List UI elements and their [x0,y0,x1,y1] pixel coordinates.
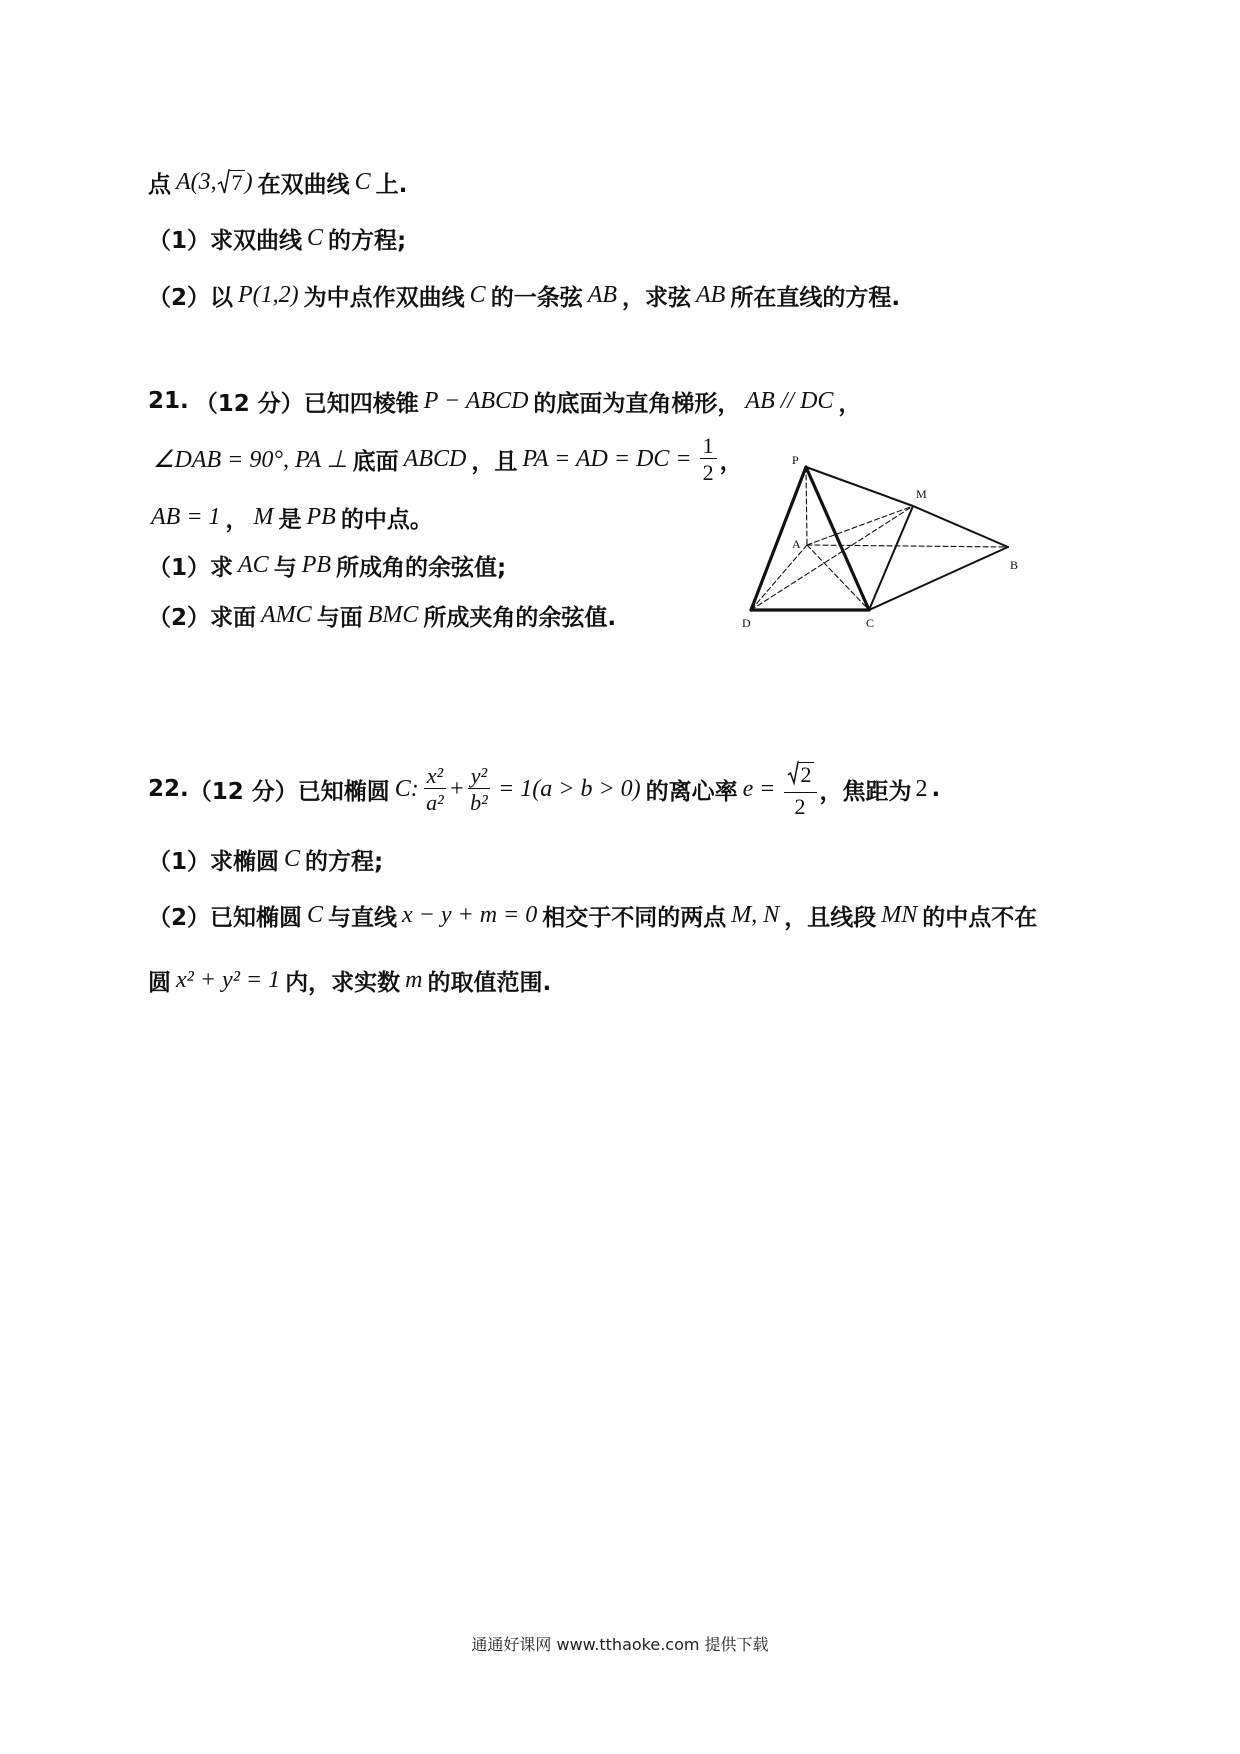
q20-point-a-open: A(3, [176,168,217,195]
q20-part1-text-b: 的方程; [328,227,407,254]
q22-part2-text-e: 的中点不在 [922,904,1038,931]
label-p: P [792,453,799,467]
q20-part2-text-b: 为中点作双曲线 [303,284,465,311]
q21-part2-amc: AMC [261,601,312,628]
q21-fraction-denominator: 2 [702,460,714,485]
hidden-edges [751,467,1008,610]
q21-line3-comma: ， [225,506,249,533]
q21-part1 [148,545,506,585]
q22-circle-equation: x² + y² = 1 [176,966,281,993]
q21-fraction-one-half [700,434,717,484]
q20-part2-chord-ab-2: AB [696,281,726,308]
q22-ellipse-name: C: [394,775,419,802]
q20-text-end: 上. [375,171,408,198]
q22-part1-text-b: 的方程; [305,848,384,875]
q22-fraction3-numerator [784,760,817,792]
q22-line1-text-a: （12 分）已知椭圆 [188,778,390,805]
q21-number: 21. [148,388,189,414]
q20-radicand: 7 [231,170,243,195]
q22-points-mn: M, N [731,901,780,928]
q22-plus-sign: + [450,775,464,802]
q20-part1-text-a: （1）求双曲线 [148,227,303,254]
q22-line1-period: . [931,776,941,802]
edge-ab [807,545,1008,547]
q21-line1-text-b: 的底面为直角梯形， [533,390,741,417]
q22-number: 22. [148,776,189,802]
q20-text-on-hyperbola: 在双曲线 [257,171,350,198]
q21-part1-ac: AC [238,551,269,578]
q22-segment-mn: MN [881,901,918,928]
q20-part2-text-d: ，求弦 [622,284,692,311]
q21-part1-text-a: （1）求 [148,554,234,581]
q21-part1-pb: PB [301,551,332,578]
q21-part2 [148,595,616,635]
q21-length-equality: PA = AD = DC = [522,445,692,472]
q22-radicand: 2 [800,762,812,788]
q22-line3-text-b: 内，求实数 [285,969,401,996]
q21-segment-pb: PB [306,503,336,530]
edge-cb [869,547,1008,610]
edge-pa [806,467,807,545]
edge-ad [751,545,807,610]
q22-fraction3-denominator: 2 [794,793,806,819]
q21-line2 [148,426,743,492]
q22-part1-text-a: （1）求椭圆 [148,848,280,875]
q22-part2-text-b: 与直线 [328,904,398,931]
q22-fraction2-denominator: b² [470,790,488,815]
q21-part2-text-c: 所成夹角的余弦值. [423,604,617,631]
q22-line1-text-b: 的离心率 [645,778,738,805]
q22-part2-symbol-c: C [307,901,324,928]
q21-part1-text-b: 与 [273,554,297,581]
label-a: A [792,537,801,551]
q20-condition-line [148,162,407,202]
segment-ac [807,545,869,610]
q21-line1-comma: ， [838,390,862,417]
q20-part2-symbol-c: C [469,281,486,308]
pyramid-figure [730,445,1030,635]
q21-fraction-numerator: 1 [700,434,717,459]
radical-sign-icon [787,760,799,786]
q21-parallel-relation: AB // DC [745,387,834,414]
q21-line2-text-b: ，且 [471,448,518,475]
q22-fraction-y2-b2 [468,764,490,814]
q21-line3-text-b: 的中点。 [340,506,433,533]
q20-symbol-c: C [354,168,371,195]
q21-line2-comma: ， [719,448,743,475]
page-footer: 通通好课网 www.tthaoke.com 提供下载 [471,1635,769,1654]
q20-point-a-close: ) [244,168,253,195]
label-b: B [1010,558,1019,572]
q21-line1-text-a: （12 分）已知四棱锥 [194,390,419,417]
label-d: D [742,616,751,630]
q22-fraction-x2-a2 [424,764,446,814]
edge-mb [913,506,1008,547]
visible-edges [751,467,1008,610]
q22-part1 [148,839,383,879]
segment-am [807,506,913,545]
q21-pyramid-name: P − ABCD [423,387,529,414]
q21-point-m: M [253,503,274,530]
q20-part2 [148,275,900,315]
q21-part1-text-c: 所成角的余弦值; [336,554,507,581]
q21-part2-bmc: BMC [367,601,419,628]
q22-eccentricity-symbol: e = [742,775,776,802]
segment-dm [751,506,913,610]
q20-sqrt-seven [217,168,245,196]
q22-fraction1-numerator: x² [424,764,446,789]
q22-line3-text-c: 的取值范围. [427,969,552,996]
q21-base-name: ABCD [403,445,467,472]
q22-variable-m: m [405,966,423,993]
label-m: M [916,487,927,501]
q20-part2-text-c: 的一条弦 [490,284,583,311]
q21-ab-length: AB = 1 [151,503,221,530]
q20-text-point: 点 [148,171,171,198]
label-c: C [866,616,875,630]
q20-part2-text-a: （2）以 [148,284,234,311]
q22-ellipse-condition: = 1(a > b > 0) [498,775,641,802]
segment-mc [869,506,913,610]
q22-focal-distance: 2 [915,775,928,802]
q21-line3 [151,497,433,537]
q21-line3-text-a: 是 [278,506,302,533]
q22-part1-symbol-c: C [284,845,301,872]
q22-sqrt-two [787,760,814,787]
q21-line2-text-a: 底面 [352,448,399,475]
q20-part2-text-e: 所在直线的方程. [730,284,901,311]
q21-line1 [148,381,861,421]
q21-part2-text-a: （2）求面 [148,604,257,631]
q22-line1 [148,752,940,826]
q22-part2-text-c: 相交于不同的两点 [542,904,727,931]
q22-line1-text-c: ，焦距为 [819,778,912,805]
q22-fraction1-denominator: a² [426,790,444,815]
q22-fraction2-numerator: y² [468,764,490,789]
q22-fraction-sqrt2-over-2 [784,760,817,817]
q20-part1-symbol-c: C [307,224,324,251]
q20-part2-point-p: P(1,2) [238,281,299,308]
q22-part2-text-a: （2）已知椭圆 [148,904,303,931]
q21-angle-condition: ∠DAB = 90°, PA ⊥ [153,446,348,473]
q22-part2 [148,895,1037,935]
q22-line3-text-a: 圆 [148,969,171,996]
q22-line3 [148,960,551,1000]
q21-part2-text-b: 与面 [316,604,363,631]
q22-part2-text-d: ，且线段 [784,904,877,931]
q20-part2-chord-ab: AB [587,281,618,308]
q22-line-equation: x − y + m = 0 [402,901,538,928]
q20-part1 [148,218,406,258]
edge-pc [806,467,869,610]
radical-sign-icon [217,168,230,196]
